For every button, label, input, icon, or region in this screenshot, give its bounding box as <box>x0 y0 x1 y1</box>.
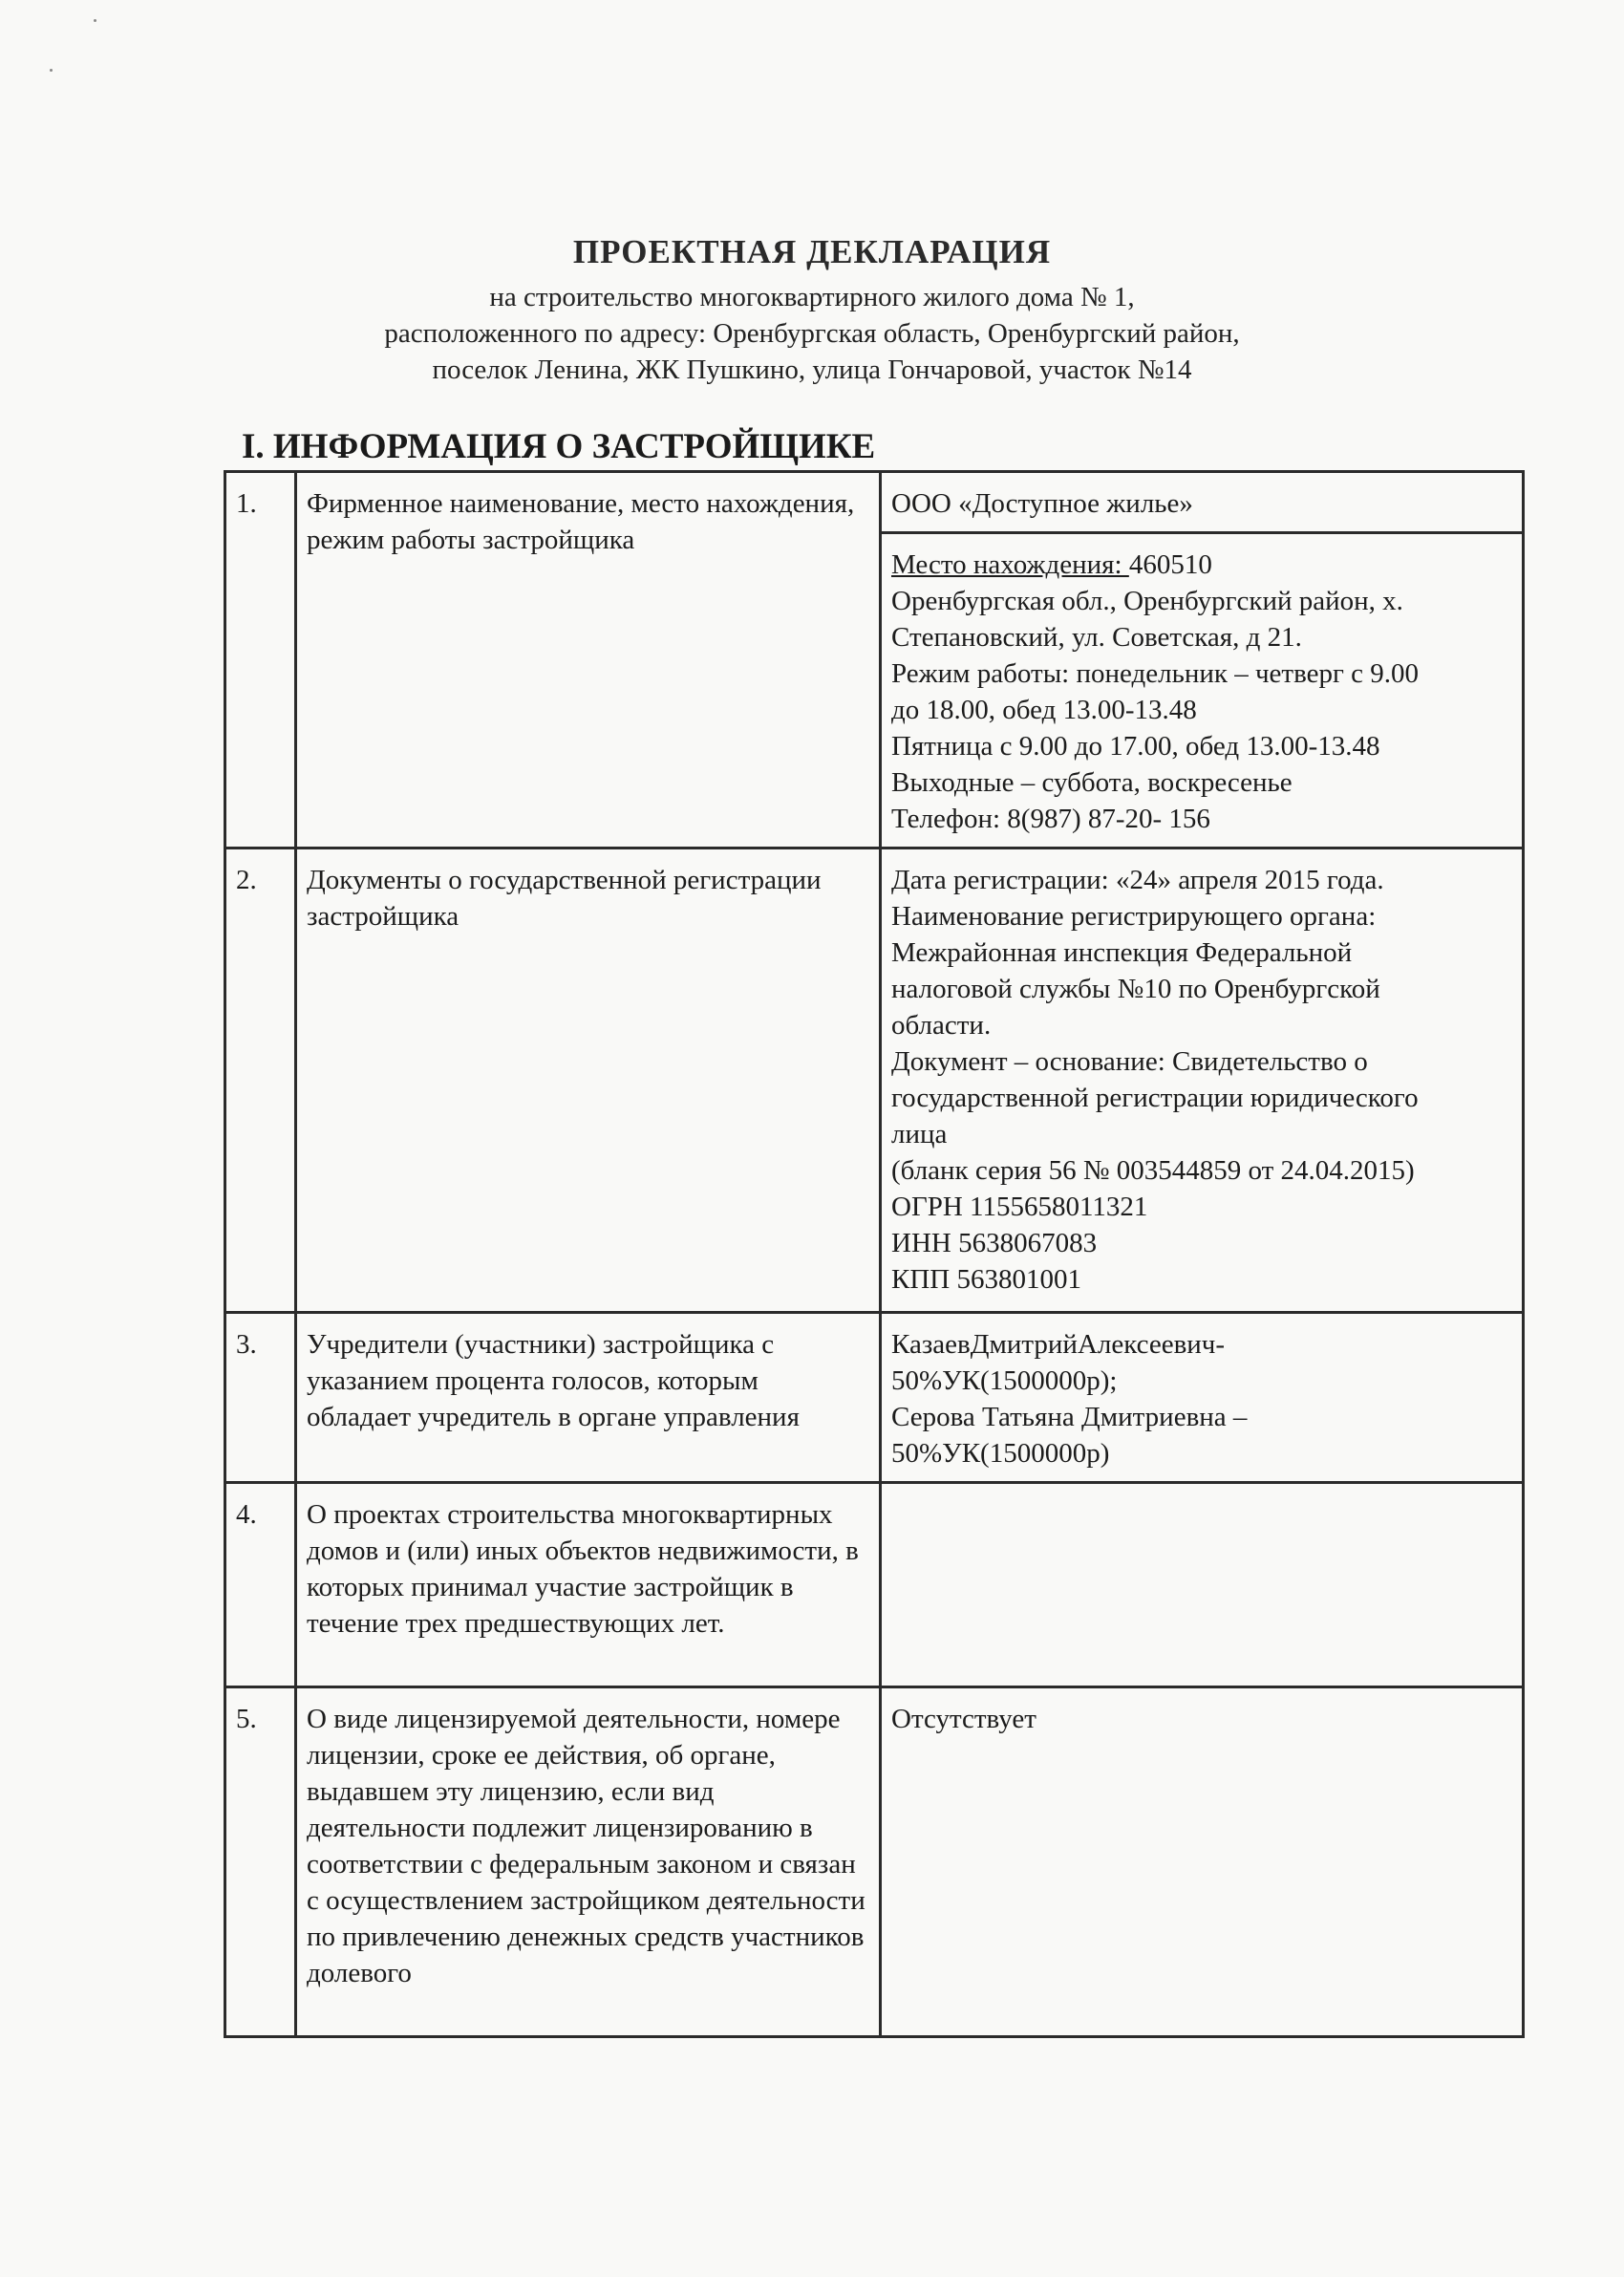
row-value <box>881 1687 1524 2037</box>
value-line: Межрайонная инспекция Федеральной <box>891 937 1353 968</box>
row-number: 2. <box>225 849 296 1313</box>
subtitle-line: на строительство многоквартирного жилого дома № 1, <box>489 282 1135 312</box>
value-line: Документ – основание: Свидетельство о <box>891 1046 1368 1077</box>
row-number: 4. <box>225 1483 296 1687</box>
value-line: Степановский, ул. Советская, д 21. <box>891 622 1302 653</box>
document-title: ПРОЕКТНАЯ ДЕКЛАРАЦИЯ <box>572 233 1052 270</box>
row-label: Учредители (участники) застройщика с указанием процента голосов, которым обладает учредитель в органе управления <box>296 1313 881 1483</box>
row-label: О виде лицензируемой деятельности, номере лицензии, сроке ее действия, об органе, выдавшем эту лицензию, если вид деятельности подлежит лицензированию в соответствии с федеральным законом и связан с осуществлением застройщиком деятельности по привлечению денежных средств участников долевого <box>296 1687 881 2037</box>
value-line: Оренбургская обл., Оренбургский район, х. <box>891 586 1403 616</box>
subtitle-line: расположенного по адресу: Оренбургская область, Оренбургский район, <box>384 318 1240 349</box>
row-number: 3. <box>225 1313 296 1483</box>
row-value <box>881 1313 1524 1483</box>
document-subtitle <box>0 279 1624 388</box>
value-line: лица <box>891 1119 948 1149</box>
subtitle-line: поселок Ленина, ЖК Пушкино, улица Гончаровой, участок №14 <box>432 354 1192 385</box>
table-row <box>225 472 1524 533</box>
row-label: Документы о государственной регистрации застройщика <box>296 849 881 1313</box>
row-number: 1. <box>225 472 296 849</box>
value-line: Наименование регистрирующего органа: <box>891 901 1377 932</box>
location-line <box>891 547 1512 583</box>
value-line: 50%УК(1500000р) <box>891 1438 1110 1469</box>
value-line: Отсутствует <box>891 1704 1036 1734</box>
value-line: ИНН 5638067083 <box>891 1228 1098 1258</box>
row-value-empty <box>881 1483 1524 1687</box>
row-number: 5. <box>225 1687 296 2037</box>
value-line: до 18.00, обед 13.00-13.48 <box>891 695 1197 725</box>
row-label: Фирменное наименование, место нахождения, режим работы застройщика <box>296 472 881 849</box>
value-line: (бланк серия 56 № 003544859 от 24.04.2015) <box>891 1155 1415 1186</box>
table-row <box>225 1483 1524 1687</box>
table-row <box>225 1687 1524 2037</box>
table-row <box>225 1313 1524 1483</box>
row-label: О проектах строительства многоквартирных домов и (или) иных объектов недвижимости, в которых принимал участие застройщик в течение трех предшествующих лет. <box>296 1483 881 1687</box>
value-line: КазаевДмитрийАлексеевич- <box>891 1329 1226 1360</box>
value-line: Дата регистрации: «24» апреля 2015 года. <box>891 865 1384 895</box>
value-line: Пятница с 9.00 до 17.00, обед 13.00-13.48 <box>891 731 1380 762</box>
value-line: КПП 563801001 <box>891 1264 1081 1295</box>
value-line: государственной регистрации юридического <box>891 1083 1419 1113</box>
value-line: ОГРН 1155658011321 <box>891 1192 1148 1222</box>
location-zip: 460510 <box>1128 549 1212 580</box>
scan-speck <box>50 69 53 72</box>
value-line: 50%УК(1500000р); <box>891 1365 1118 1396</box>
row-value-name: ООО «Доступное жилье» <box>881 472 1524 533</box>
location-label: Место нахождения: <box>891 549 1129 580</box>
section-heading: I. ИНФОРМАЦИЯ О ЗАСТРОЙЩИКЕ <box>242 427 876 466</box>
value-line: области. <box>891 1010 992 1041</box>
developer-info-table <box>224 470 1525 2038</box>
row-value <box>881 533 1524 849</box>
value-line: Телефон: 8(987) 87-20- 156 <box>891 804 1210 834</box>
scan-speck <box>94 19 96 22</box>
table-row <box>225 849 1524 1313</box>
value-line: налоговой службы №10 по Оренбургской <box>891 974 1380 1004</box>
row-value <box>881 849 1524 1313</box>
value-line: Режим работы: понедельник – четверг с 9.00 <box>891 658 1420 689</box>
value-line: Серова Татьяна Дмитриевна – <box>891 1402 1248 1432</box>
value-line: Выходные – суббота, воскресенье <box>891 767 1293 798</box>
